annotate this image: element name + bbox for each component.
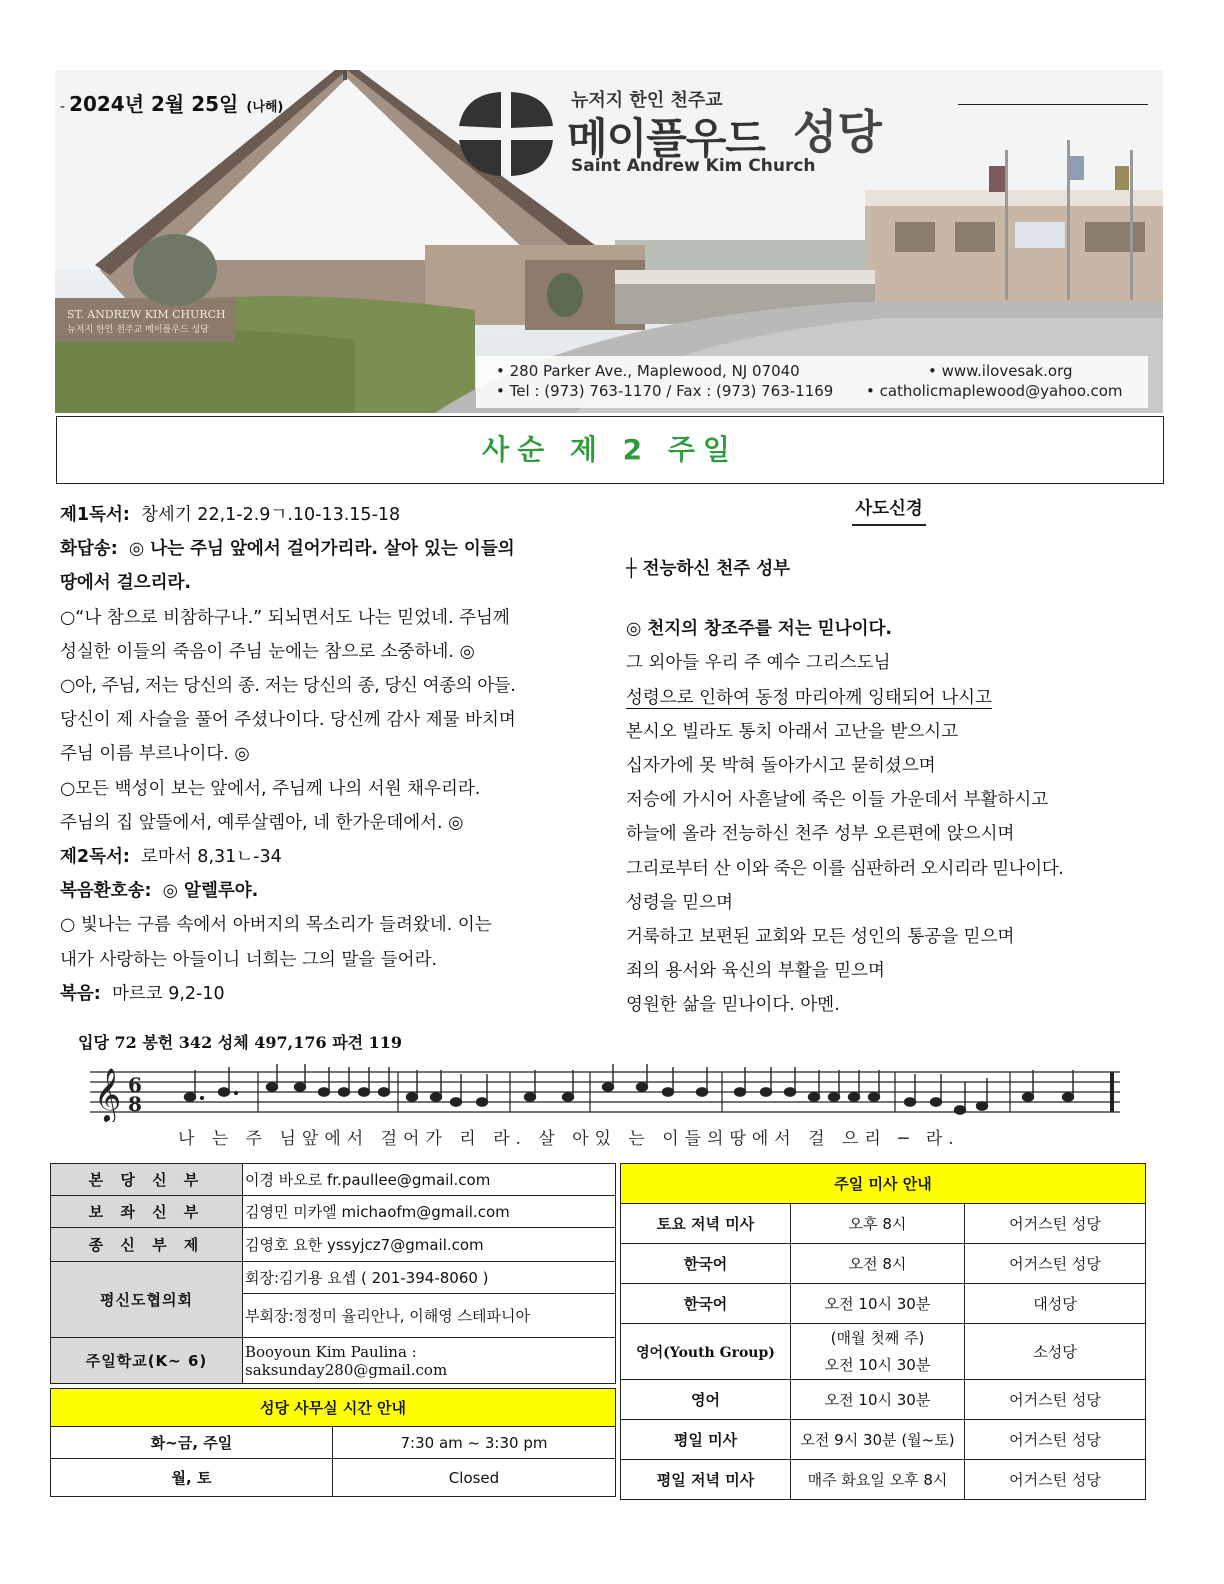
- creed-line: 성령을 믿으며: [626, 892, 733, 913]
- office-hours: 7:30 am ~ 3:30 pm: [333, 1427, 616, 1459]
- second-reading-ref: 로마서 8,31ㄴ-34: [141, 847, 282, 868]
- mass-name: 한국어: [621, 1244, 791, 1284]
- sunday-school-value: Booyoun Kim Paulina : saksunday280@gmail.com: [243, 1338, 616, 1384]
- mass-name: 토요 저녁 미사: [621, 1204, 791, 1244]
- creed-line: ◎ 천지의 창조주를 저는 믿나이다.: [626, 619, 893, 640]
- creed-line: 거룩하고 보편된 교회와 모든 성인의 통공을 믿으며: [626, 927, 1015, 948]
- creed-line: 본시오 빌라도 통치 아래서 고난을 받으시고: [626, 721, 959, 742]
- clergy-value: 김영호 요한 yssyjcz7@gmail.com: [243, 1228, 616, 1262]
- svg-text:𝄞: 𝄞: [94, 1067, 122, 1121]
- hymn-numbers: 입당 72 봉헌 342 성체 497,176 파견 119: [78, 1033, 403, 1052]
- creed-line: 그 외아들 우리 주 예수 그리스도님: [626, 653, 891, 674]
- clergy-label: 본 당 신 부: [51, 1164, 243, 1196]
- bulletin-date: - 2024년 2월 25일 (나해): [60, 92, 284, 116]
- psalm-verse: 주님 이름 부르나이다. ◎: [60, 744, 250, 765]
- mass-place: 대성당: [965, 1284, 1146, 1324]
- contact-info: [476, 356, 1148, 408]
- psalm-verse: 성실한 이들의 죽음이 주님 눈에는 참으로 소중하네. ◎: [60, 641, 475, 662]
- first-reading-ref: 창세기 22,1-2.9ㄱ.10-13.15-18: [141, 505, 401, 525]
- logo-title: 메이플우드: [567, 114, 765, 163]
- mass-place: 어거스틴 성당: [965, 1380, 1146, 1420]
- mass-schedule-table: [620, 1163, 1146, 1500]
- mass-time: 오전 9시 30분 (월~토): [791, 1420, 965, 1460]
- logo-english: Saint Andrew Kim Church: [571, 156, 816, 176]
- psalm-verse: ○“나 참으로 비참하구나.” 되뇌면서도 나는 믿었네. 주님께: [60, 607, 510, 628]
- date-text: 2024년 2월 25일: [69, 92, 239, 116]
- creed-line: 성령으로 인하여 동정 마리아께 잉태되어 나시고: [626, 687, 992, 708]
- year-cycle: (나해): [246, 100, 284, 115]
- psalm-refrain: ◎ 나는 주님 앞에서 걸어가리라. 살아 있는 이들의: [128, 539, 515, 560]
- clergy-value: 이경 바오로 fr.paullee@gmail.com: [243, 1164, 616, 1196]
- council-label: 평신도협의회: [51, 1262, 243, 1338]
- clergy-label: 보 좌 신 부: [51, 1196, 243, 1228]
- mass-time: 오전 10시 30분: [824, 1355, 931, 1374]
- apostles-creed: [626, 494, 1166, 1023]
- svg-text:뉴저지 한인 천주교 메이플우드 성당: 뉴저지 한인 천주교 메이플우드 성당: [67, 325, 209, 335]
- sunday-school-label: 주일학교(K~ 6): [51, 1338, 243, 1384]
- acclamation-text: ◎ 알렐루야.: [162, 881, 259, 902]
- mass-time: 오전 10시 30분: [791, 1284, 965, 1324]
- parish-logo: [455, 86, 955, 186]
- mass-place: 어거스틴 성당: [965, 1244, 1146, 1284]
- mass-name: 영어(Youth Group): [621, 1324, 791, 1380]
- mass-place: 어거스틴 성당: [965, 1460, 1146, 1500]
- logo-subtitle: 뉴저지 한인 천주교: [571, 90, 723, 111]
- creed-line: ┼ 전능하신 천주 성부: [626, 559, 791, 579]
- mass-place: 소성당: [965, 1324, 1146, 1380]
- creed-line: 죄의 용서와 육신의 부활을 믿으며: [626, 961, 885, 982]
- mass-time: 오전 10시 30분: [791, 1380, 965, 1420]
- creed-line: 저승에 가시어 사흗날에 죽은 이들 가운데서 부활하시고: [626, 790, 1049, 811]
- office-hours-table: [50, 1388, 616, 1497]
- website-link[interactable]: • www.ilovesak.org: [928, 362, 1073, 380]
- creed-title: 사도신경: [852, 494, 926, 526]
- council-vice-president: 부회장:정정미 율리안나, 이해영 스테파니아: [243, 1294, 616, 1338]
- gospel-ref: 마르코 9,2-10: [111, 983, 225, 1004]
- psalm-verse: ○아, 주님, 저는 당신의 종. 저는 당신의 종, 당신 여종의 아들.: [60, 676, 516, 697]
- svg-text:8: 8: [128, 1092, 142, 1116]
- mass-name: 평일 미사: [621, 1420, 791, 1460]
- music-staff: [90, 1062, 1120, 1122]
- psalm-refrain-2: 땅에서 걸으리라.: [60, 573, 192, 594]
- mass-time: 매주 화요일 오후 8시: [791, 1460, 965, 1500]
- office-day: 화~금, 주일: [51, 1427, 333, 1459]
- creed-line: 영원한 삶을 믿나이다. 아멘.: [626, 995, 840, 1016]
- mass-name: 한국어: [621, 1284, 791, 1324]
- email-link[interactable]: • catholicmaplewood@yahoo.com: [866, 382, 1123, 400]
- office-day: 월, 토: [51, 1459, 333, 1497]
- cross-logo-icon: [455, 88, 557, 180]
- creed-line: 그리로부터 산 이와 죽은 이를 심판하러 오시리라 믿나이다.: [626, 858, 1064, 879]
- acclamation-label: 복음환호송:: [60, 881, 152, 902]
- svg-text:ST. ANDREW KIM CHURCH: ST. ANDREW KIM CHURCH: [67, 308, 226, 321]
- acclamation-verse: ○ 빛나는 구름 속에서 아버지의 목소리가 들려왔네. 이는: [60, 915, 492, 936]
- mass-time: 오전 8시: [791, 1244, 965, 1284]
- clergy-value: 김영민 미카엘 michaofm@gmail.com: [243, 1196, 616, 1228]
- psalm-verse: ○모든 백성이 보는 앞에서, 주님께 나의 서원 채우리라.: [60, 778, 481, 799]
- gospel-label: 복음:: [60, 983, 101, 1004]
- first-reading-label: 제1독서:: [60, 505, 130, 525]
- clergy-label: 종 신 부 제: [51, 1228, 243, 1262]
- psalm-verse: 주님의 집 앞뜰에서, 예루살렘아, 네 한가운데에서. ◎: [60, 812, 464, 833]
- logo-rule: [958, 104, 1148, 105]
- creed-line: 십자가에 못 박혀 돌아가시고 묻히셨으며: [626, 756, 936, 777]
- mass-schedule-title: 주일 미사 안내: [621, 1164, 1146, 1204]
- svg-text:6: 6: [128, 1073, 142, 1097]
- readings: [60, 498, 620, 1011]
- address: • 280 Parker Ave., Maplewood, NJ 07040: [496, 362, 800, 380]
- mass-time-note: (매월 첫째 주): [830, 1328, 925, 1347]
- hymn-lyrics: 나 는 주 님앞에서 걸어가 리 라. 살 아있 는 이들의땅에서 걸 으리 ─ 라.: [178, 1129, 960, 1149]
- council-president: 회장:김기용 요셉 ( 201-394-8060 ): [243, 1262, 616, 1294]
- creed-line: 하늘에 올라 전능하신 천주 성부 오른편에 앉으시며: [626, 824, 1015, 845]
- mass-place: 어거스틴 성당: [965, 1204, 1146, 1244]
- logo-heart-word: 성당: [793, 105, 882, 159]
- mass-name: 영어: [621, 1380, 791, 1420]
- clergy-table: [50, 1163, 616, 1384]
- mass-name: 평일 저녁 미사: [621, 1460, 791, 1500]
- mass-time: 오후 8시: [791, 1204, 965, 1244]
- psalm-verse: 당신이 제 사슬을 풀어 주셨나이다. 당신께 감사 제물 바치며: [60, 710, 516, 731]
- acclamation-verse: 내가 사랑하는 아들이니 너희는 그의 말을 들어라.: [60, 949, 438, 970]
- office-hours: Closed: [333, 1459, 616, 1497]
- second-reading-label: 제2독서:: [60, 847, 130, 868]
- page-title: 사순 제 2 주일: [56, 416, 1164, 484]
- office-hours-title: 성당 사무실 시간 안내: [51, 1389, 616, 1427]
- mass-place: 어거스틴 성당: [965, 1420, 1146, 1460]
- phone-fax: • Tel : (973) 763-1170 / Fax : (973) 763-1169: [496, 382, 834, 400]
- psalm-label: 화답송:: [60, 539, 118, 560]
